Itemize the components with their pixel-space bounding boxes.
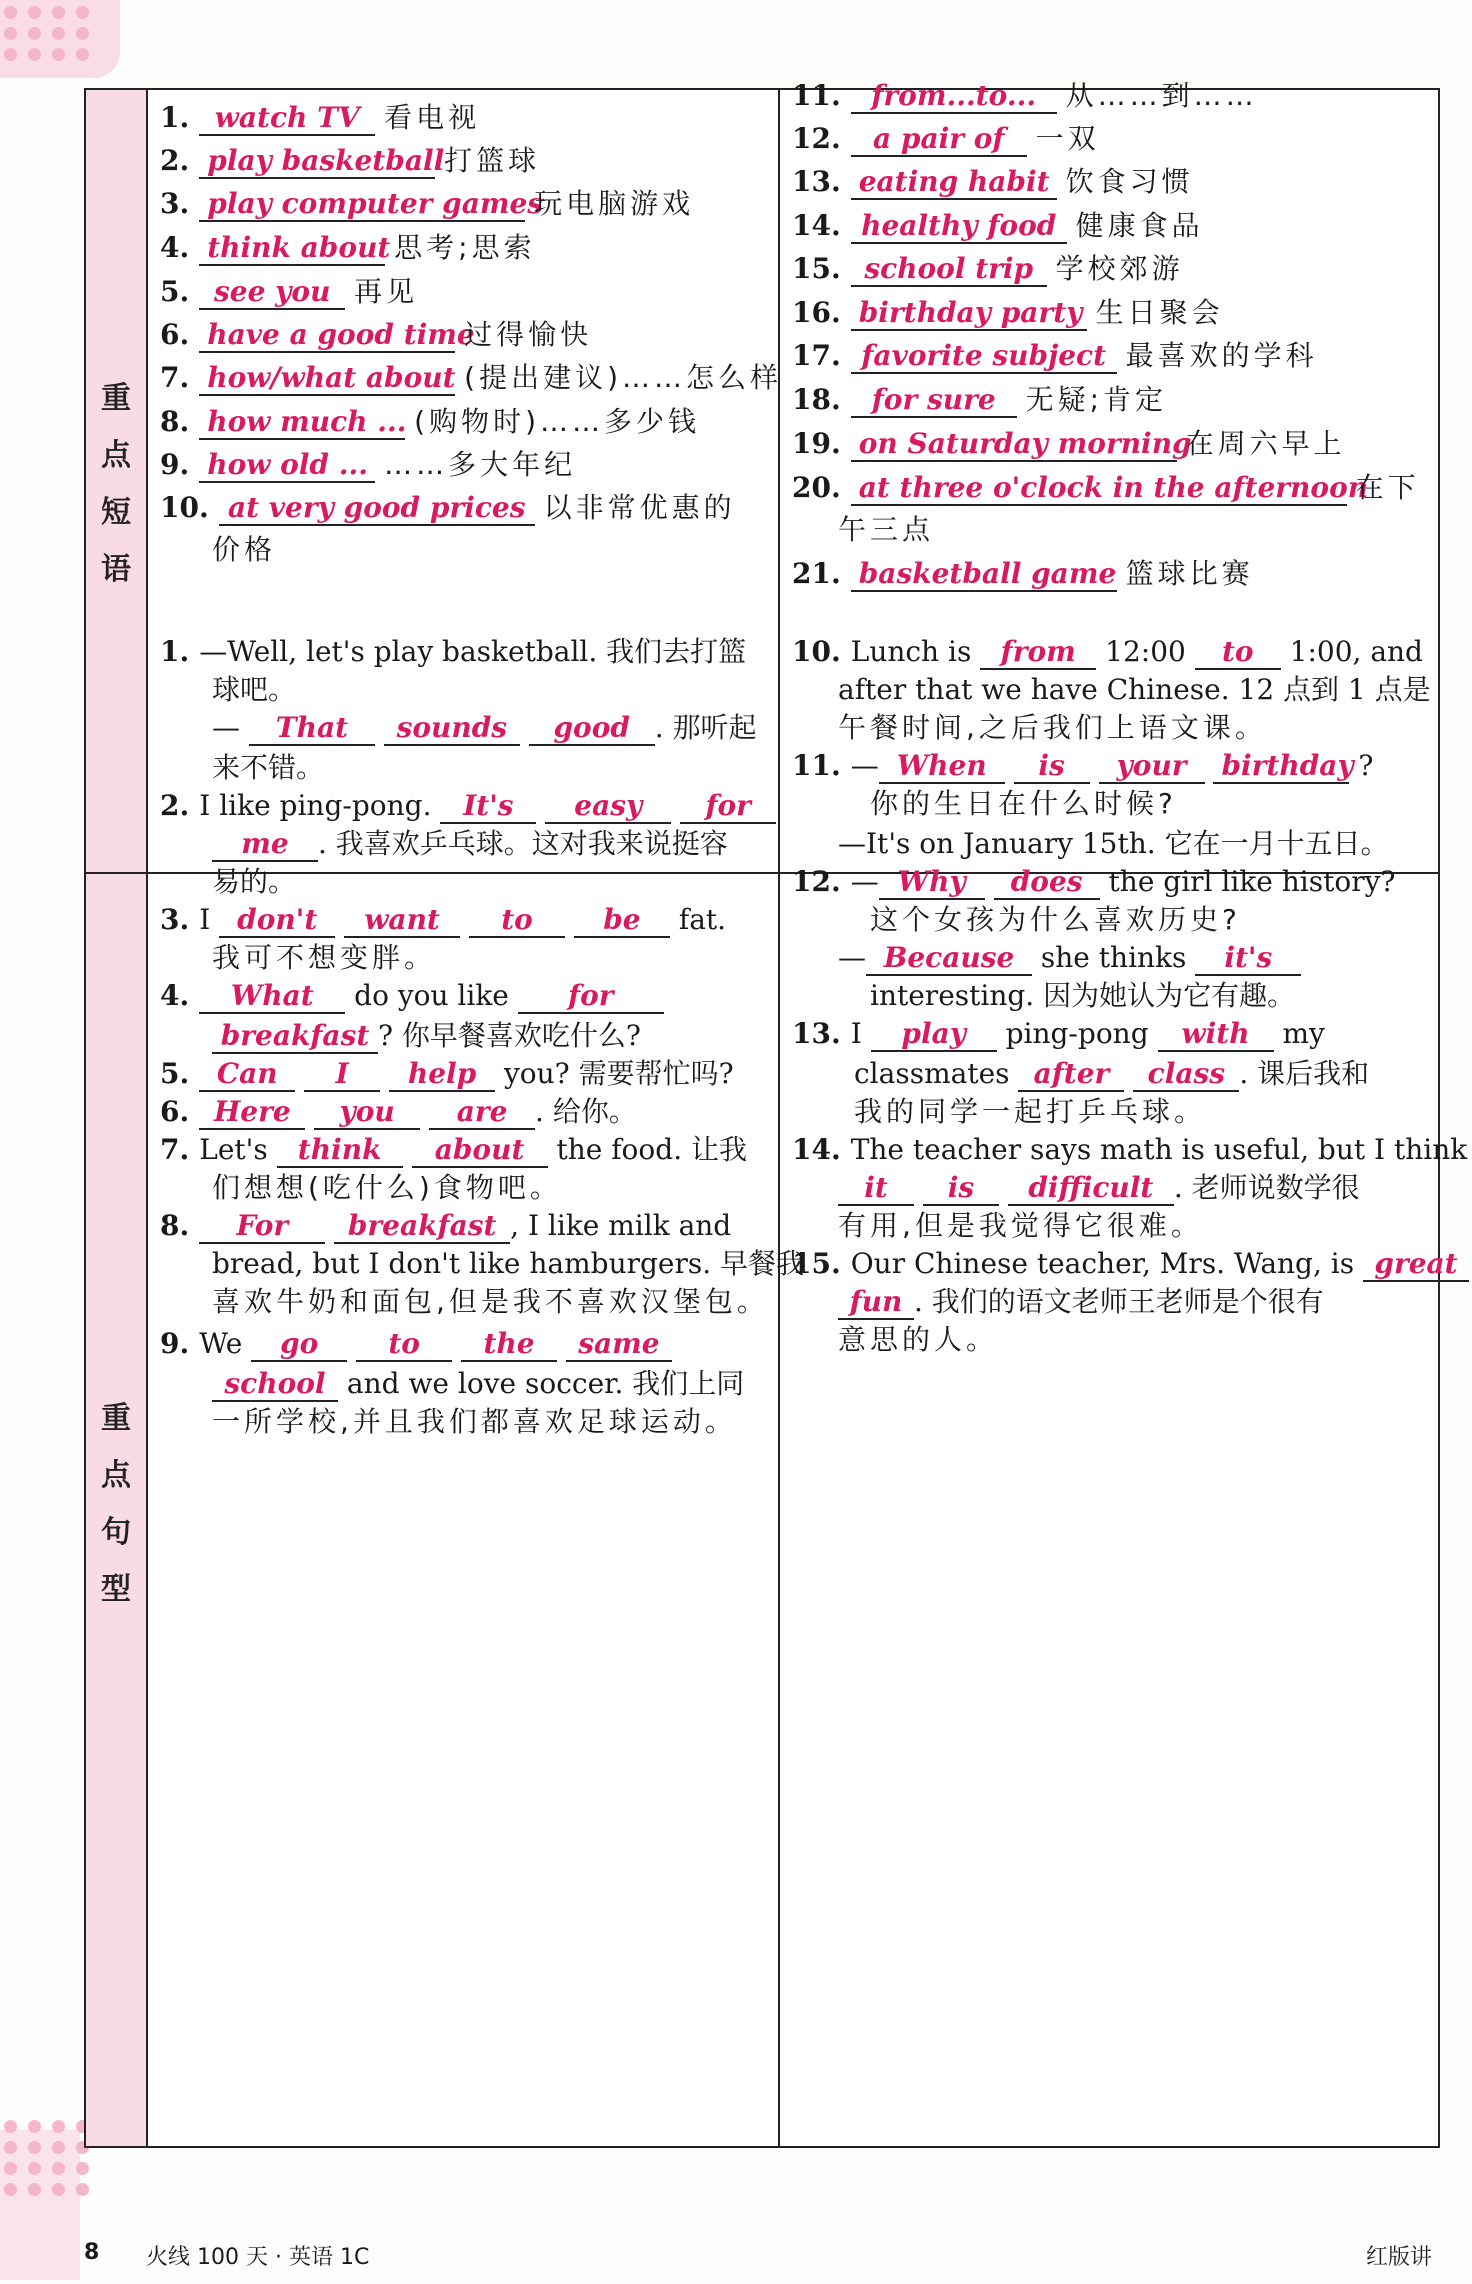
page-footer [0, 2240, 1472, 2276]
sentence-7-line2: 们想想(吃什么)食物吧。 [212, 1171, 562, 1204]
sentence-12-line2: 这个女孩为什么喜欢历史? [870, 903, 1241, 936]
sentence-7: 7. Let's think about the food. 让我 [160, 1133, 747, 1166]
section-label-char: 重 [101, 1401, 131, 1436]
sentence-2-line3: 易的。 [212, 865, 297, 898]
phrase-item-9: 9. how old ... ……多大年纪 [160, 448, 577, 481]
sentence-5: 5. Can I help you? 需要帮忙吗? [160, 1057, 734, 1090]
phrase-item-1: 1. watch TV 看电视 [160, 101, 481, 134]
section-label-char: 点 [101, 1458, 131, 1493]
phrase-item-20-continued: 午三点 [838, 513, 935, 546]
sentence-4: 4. What do you like for [160, 978, 664, 1014]
sentence-11-line2: 你的生日在什么时候? [870, 787, 1177, 820]
phrase-item-10-continued: 价格 [212, 533, 277, 566]
page-number: 8 [84, 2240, 100, 2265]
sentence-1-line2: 球吧。 [212, 673, 297, 706]
sentence-3: 3. I don't want to be fat. [160, 903, 727, 936]
phrase-item-6: 6. have a good time 过得愉快 [160, 318, 593, 351]
phrase-item-18: 18. for sure 无疑;肯定 [792, 383, 1168, 416]
sentence-12-line3: — Because she thinks it's [838, 940, 1301, 976]
sentence-8: 8. For breakfast , I like milk and [160, 1209, 732, 1242]
sentence-12: 12. — Why does the girl like history? [792, 865, 1396, 898]
sentence-10-line3: 午餐时间,之后我们上语文课。 [838, 711, 1267, 744]
phrase-item-17: 17. favorite subject 最喜欢的学科 [792, 339, 1318, 372]
section-label-key-phrases [86, 370, 146, 598]
phrase-item-5: 5. see you 再见 [160, 275, 419, 308]
sentence-10: 10. Lunch is from 12:00 to 1:00, and [792, 635, 1423, 668]
sentence-14: 14. The teacher says math is useful, but I think [792, 1133, 1468, 1166]
pink-dot-pattern-top [4, 6, 92, 61]
sentence-1: 1. —Well, let's play basketball. 我们去打篮 [160, 635, 747, 668]
sentence-4-line2: breakfast ? 你早餐喜欢吃什么? [212, 1018, 641, 1054]
sentence-13-line2: classmates after class . 课后我和 [854, 1057, 1370, 1090]
phrase-item-2: 2. play basketball 打篮球 [160, 144, 541, 177]
sentence-12-line4: interesting. 因为她认为它有趣。 [870, 979, 1296, 1012]
sentence-10-line2: after that we have Chinese. 12 点到 1 点是 [838, 673, 1431, 706]
edition-label: 红版讲 [1365, 2245, 1432, 2270]
sentence-13-line3: 我的同学一起打乒乓球。 [854, 1095, 1207, 1128]
side-divider [146, 90, 148, 2146]
sentence-2-line2: me . 我喜欢乒乓球。这对我来说挺容 [212, 826, 728, 862]
sentence-9-line3: 一所学校,并且我们都喜欢足球运动。 [212, 1405, 737, 1438]
sentence-9: 9. We go to the same [160, 1326, 672, 1362]
section-label-char: 型 [101, 1572, 131, 1607]
phrase-item-4: 4. think about 思考;思索 [160, 231, 536, 264]
sentence-8-line2: bread, but I don't like hamburgers. 早餐我 [212, 1247, 805, 1280]
exercise-table [84, 79, 1468, 2148]
sentence-15-line2: fun . 我们的语文老师王老师是个很有 [838, 1284, 1324, 1320]
phrase-item-13: 13. eating habit 饮食习惯 [792, 165, 1194, 198]
sentence-8-line3: 喜欢牛奶和面包,但是我不喜欢汉堡包。 [212, 1285, 769, 1318]
section-label-char: 语 [101, 552, 131, 587]
phrase-item-16: 16. birthday party 生日聚会 [792, 296, 1224, 329]
sentence-6: 6. Here you are . 给你。 [160, 1095, 637, 1128]
phrase-item-14: 14. healthy food 健康食品 [792, 209, 1204, 242]
section-label-char: 句 [101, 1515, 131, 1550]
phrase-item-19: 19. on Saturday morning 在周六早上 [792, 427, 1346, 460]
sentence-15: 15. Our Chinese teacher, Mrs. Wang, is great [792, 1246, 1469, 1282]
phrase-item-12: 12. a pair of 一双 [792, 122, 1100, 155]
sentence-2: 2. I like ping-pong. It's easy for [160, 788, 776, 824]
phrase-item-20: 20. at three o'clock in the afternoon 在下 [792, 471, 1420, 504]
sentence-1-line4: 来不错。 [212, 751, 325, 784]
phrase-item-21: 21. basketball game 篮球比赛 [792, 557, 1254, 590]
phrase-item-11: 11. from...to... 从……到…… [792, 79, 1258, 112]
pink-dot-pattern-bottom [4, 2120, 92, 2196]
phrase-item-10: 10. at very good prices 以非常优惠的 [160, 491, 736, 524]
sentence-9-line2: school and we love soccer. 我们上同 [212, 1366, 744, 1402]
phrase-item-3: 3. play computer games 玩电脑游戏 [160, 187, 695, 220]
column-divider [778, 90, 780, 2146]
phrase-item-8: 8. how much ... (购物时)……多少钱 [160, 405, 700, 438]
sentence-14-line3: 有用,但是我觉得它很难。 [838, 1209, 1203, 1242]
sentence-11: 11. — When is your birthday ? [792, 749, 1374, 782]
sentence-13: 13. I play ping-pong with my [792, 1017, 1325, 1050]
section-label-key-sentences [86, 1390, 146, 1618]
phrase-item-15: 15. school trip 学校郊游 [792, 252, 1184, 285]
section-label-char: 短 [101, 495, 131, 530]
section-label-char: 重 [101, 381, 131, 416]
sentence-1-line3: — That sounds good . 那听起 [212, 711, 757, 744]
phrase-item-7: 7. how/what about (提出建议)……怎么样 [160, 361, 782, 394]
book-title: 火线 100 天 · 英语 1C [146, 2245, 370, 2270]
sentence-14-line2: it is difficult . 老师说数学很 [838, 1170, 1360, 1206]
sentence-3-line2: 我可不想变胖。 [212, 941, 437, 974]
sentence-11-line3: —It's on January 15th. 它在一月十五日。 [838, 827, 1389, 860]
section-label-char: 点 [101, 438, 131, 473]
sentence-15-line3: 意思的人。 [838, 1323, 999, 1356]
